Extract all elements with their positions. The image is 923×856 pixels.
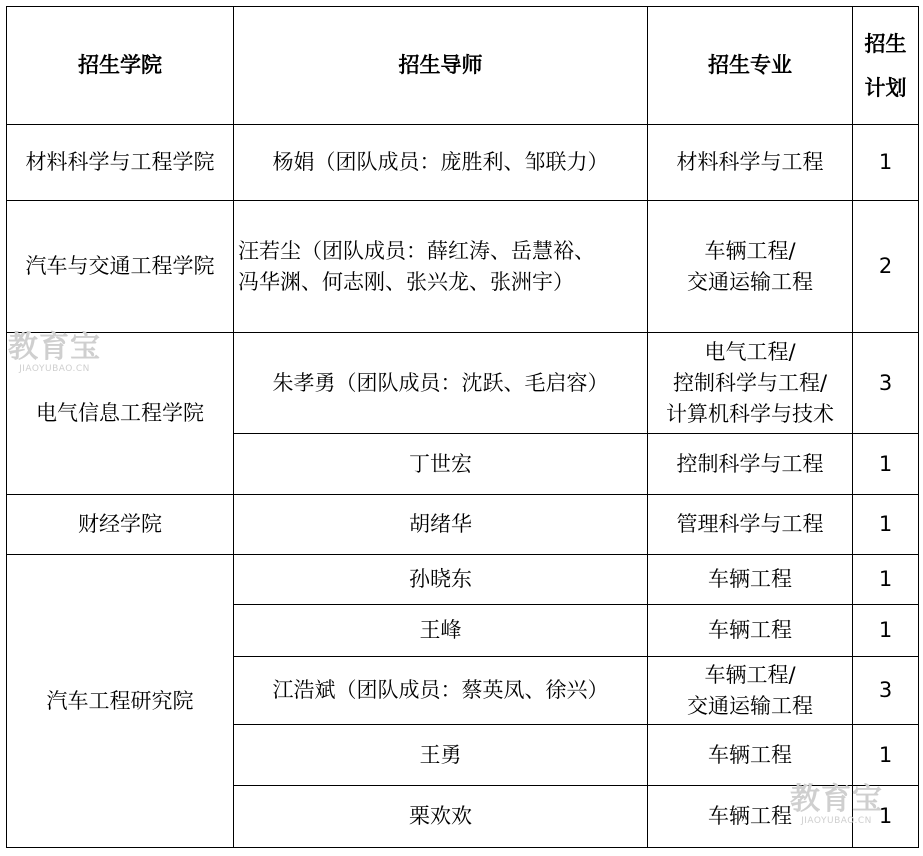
advisor-cell: 丁世宏 [234, 434, 648, 495]
plan-cell: 1 [853, 495, 919, 555]
plan-cell: 3 [853, 657, 919, 725]
advisor-cell: 孙晓东 [234, 555, 648, 605]
plan-cell: 1 [853, 605, 919, 657]
header-college: 招生学院 [7, 7, 234, 125]
advisor-cell: 王勇 [234, 725, 648, 786]
major-cell: 材料科学与工程 [648, 125, 853, 201]
advisor-cell: 朱孝勇（团队成员：沈跃、毛启容） [234, 333, 648, 434]
major-cell: 控制科学与工程 [648, 434, 853, 495]
advisor-cell: 江浩斌（团队成员：蔡英凤、徐兴） [234, 657, 648, 725]
college-cell: 汽车工程研究院 [7, 555, 234, 848]
watermark-left: 教育宝 JIAOYUBAO.CN [8, 330, 101, 374]
major-cell: 车辆工程/ 交通运输工程 [648, 201, 853, 333]
header-major: 招生专业 [648, 7, 853, 125]
college-cell: 汽车与交通工程学院 [7, 201, 234, 333]
advisor-cell: 杨娟（团队成员：庞胜利、邹联力） [234, 125, 648, 201]
plan-cell: 1 [853, 434, 919, 495]
advisor-cell: 汪若尘（团队成员：薛红涛、岳慧裕、 冯华渊、何志刚、张兴龙、张洲宇） [234, 201, 648, 333]
advisor-cell: 王峰 [234, 605, 648, 657]
plan-cell: 1 [853, 786, 919, 848]
table-body [7, 125, 919, 848]
table-row [7, 555, 919, 605]
header-row [7, 7, 919, 125]
header-advisor: 招生导师 [234, 7, 648, 125]
table-row [7, 201, 919, 333]
major-cell: 车辆工程 [648, 725, 853, 786]
major-cell: 车辆工程 [648, 555, 853, 605]
college-cell: 材料科学与工程学院 [7, 125, 234, 201]
plan-cell: 2 [853, 201, 919, 333]
college-cell: 财经学院 [7, 495, 234, 555]
major-cell: 车辆工程 [648, 786, 853, 848]
major-cell: 管理科学与工程 [648, 495, 853, 555]
major-cell: 电气工程/ 控制科学与工程/ 计算机科学与技术 [648, 333, 853, 434]
plan-cell: 1 [853, 125, 919, 201]
plan-cell: 1 [853, 725, 919, 786]
table-row [7, 495, 919, 555]
table-row [7, 333, 919, 434]
major-cell: 车辆工程 [648, 605, 853, 657]
college-cell: 电气信息工程学院 [7, 333, 234, 495]
major-cell: 车辆工程/ 交通运输工程 [648, 657, 853, 725]
plan-cell: 3 [853, 333, 919, 434]
plan-cell: 1 [853, 555, 919, 605]
watermark-right: 教育宝 JIAOYUBAO.CN [790, 782, 883, 826]
table-row [7, 125, 919, 201]
enrollment-table [6, 6, 919, 848]
advisor-cell: 栗欢欢 [234, 786, 648, 848]
advisor-cell: 胡绪华 [234, 495, 648, 555]
header-plan: 招生 计划 [853, 7, 919, 125]
